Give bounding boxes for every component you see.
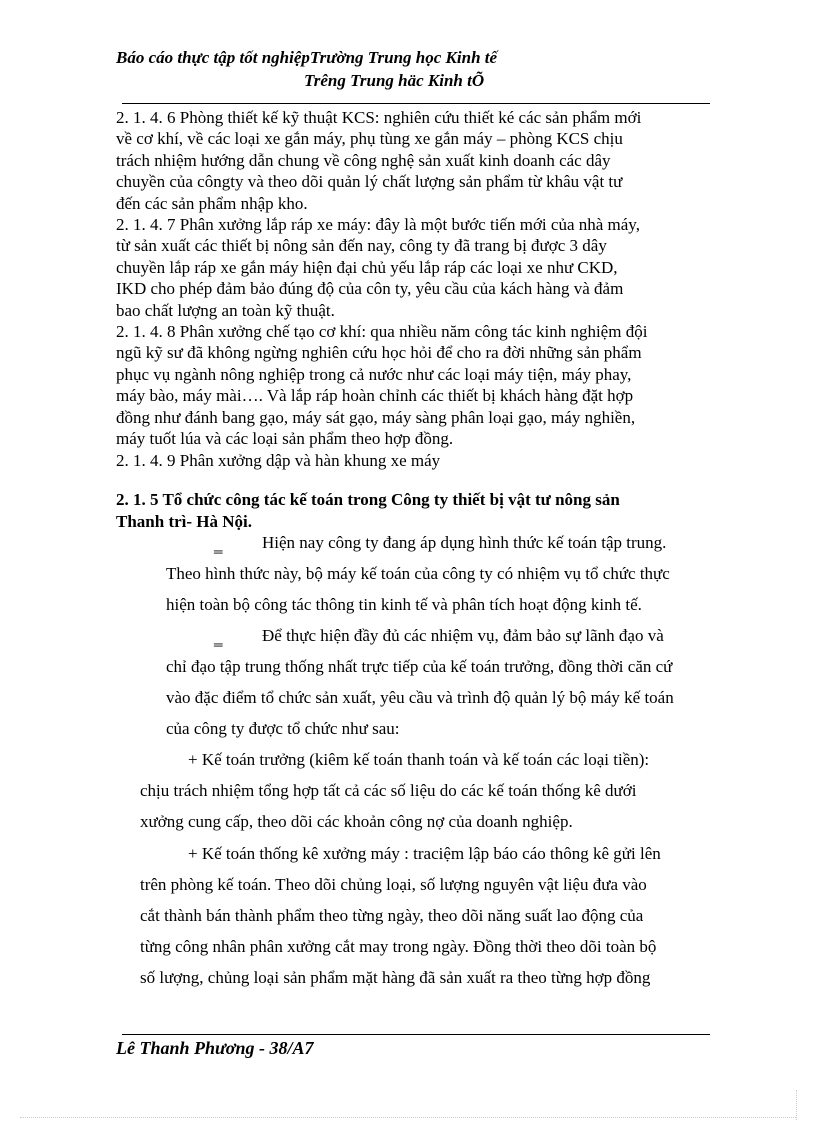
page-edge xyxy=(20,1117,796,1118)
header-title: Báo cáo thực tập tốt nghiệpTrường Trung học Kinh tế xyxy=(116,48,498,67)
text-line: 2. 1. 4. 6 Phòng thiết kế kỹ thuật KCS: nghiên cứu thiết ké các sản phẩm mới xyxy=(116,108,642,127)
paragraph-line: xưởng cung cấp, theo dõi các khoản công nợ của doanh nghiệp. xyxy=(140,812,573,831)
paragraph-line: số lượng, chủng loại sản phẩm mặt hàng đã sản xuất ra theo từng hợp đồng xyxy=(140,968,651,987)
section-heading-line: Thanh trì- Hà Nội. xyxy=(116,512,253,531)
section-heading xyxy=(116,489,716,533)
section-heading-line: 2. 1. 5 Tổ chức công tác kế toán trong Công ty thiết bị vật tư nông sản xyxy=(116,490,620,509)
paragraph-line: của công ty được tổ chức như sau: xyxy=(166,719,400,738)
paragraph-line: vào đặc điểm tổ chức sản xuất, yêu cầu và trình độ quản lý bộ máy kế toán xyxy=(166,688,674,707)
text-line: IKD cho phép đảm bảo đúng độ của côn ty, yêu cầu của kách hàng và đảm xyxy=(116,279,624,299)
bullet-dash: ‗ xyxy=(214,534,223,553)
text-line: 2. 1. 4. 8 Phân xưởng chế tạo cơ khí: qua nhiều năm công tác kinh nghiệm đội xyxy=(116,322,648,342)
text-line: phục vụ ngành nông nghiệp trong cả nước như các loại máy tiện, máy phay, xyxy=(116,364,632,384)
paragraph-line: + Kế toán trưởng (kiêm kế toán thanh toán và kế toán các loại tiền): xyxy=(188,750,650,769)
text-line: từ sản xuất các thiết bị nông sản đến nay, công ty đã trang bị được 3 dây xyxy=(116,236,607,256)
text-line: đến các sản phẩm nhập kho. xyxy=(116,193,308,213)
text-line: chuyền của côngty và theo dõi quản lý chất lượng sản phẩm từ khâu vật tư xyxy=(116,172,623,192)
text-line: về cơ khí, về các loại xe gắn máy, phụ tùng xe gắn máy – phòng KCS chịu xyxy=(116,129,623,149)
text-line: bao chất lượng an toàn kỹ thuật. xyxy=(116,300,335,320)
header-rule xyxy=(122,103,710,104)
paragraph-line: hiện toàn bộ công tác thông tin kinh tế và phân tích hoạt động kinh tế. xyxy=(166,595,642,614)
paragraph-line: + Kế toán thống kê xưởng máy : traciệm lập báo cáo thông kê gửi lên xyxy=(188,844,661,863)
paragraph-line: Theo hình thức này, bộ máy kế toán của công ty có nhiệm vụ tổ chức thực xyxy=(166,564,670,583)
header-subtitle: Trêng Trung häc Kinh tÕ xyxy=(304,71,485,90)
paragraph-line: từng công nhân phân xưởng cắt may trong ngày. Đồng thời theo dõi toàn bộ xyxy=(140,937,657,956)
section-2-1-4-text xyxy=(116,107,726,471)
footer-author: Lê Thanh Phương - 38/A7 xyxy=(116,1038,314,1058)
text-line: máy bào, máy mài…. Và lắp ráp hoàn chỉnh các thiết bị khách hàng đặt hợp xyxy=(116,386,634,406)
paragraph-line: Để thực hiện đầy đủ các nhiệm vụ, đảm bảo sự lãnh đạo và xyxy=(262,626,664,645)
bullet-dash: ‗ xyxy=(214,627,223,646)
text-line: 2. 1. 4. 7 Phân xưởng lắp ráp xe máy: đây là một bước tiến mới của nhà máy, xyxy=(116,215,640,235)
page-edge-vertical xyxy=(796,1090,797,1120)
paragraph-line: chỉ đạo tập trung thống nhất trực tiếp của kế toán trưởng, đồng thời căn cứ xyxy=(166,657,673,676)
text-line: máy tuốt lúa và các loại sản phẩm theo hợp đồng. xyxy=(116,429,454,449)
paragraph-line: trên phòng kế toán. Theo dõi chủng loại, số lượng nguyên vật liệu đưa vào xyxy=(140,875,647,894)
paragraph-line: cắt thành bán thành phẩm theo từng ngày, theo dõi năng suất lao động của xyxy=(140,906,644,925)
text-line: ngũ kỹ sư đã không ngừng nghiên cứu học hỏi để cho ra đời những sản phẩm xyxy=(116,343,642,363)
text-line: chuyền lắp ráp xe gắn máy hiện đại chủ yếu lắp ráp các loại xe như CKD, xyxy=(116,257,618,277)
paragraph-line: chịu trách nhiệm tổng hợp tất cả các số liệu do các kế toán thống kê dưới xyxy=(140,781,637,800)
text-line: trách nhiệm hướng dẫn chung về công nghệ sản xuất kinh doanh các dây xyxy=(116,150,611,170)
text-line: 2. 1. 4. 9 Phân xưởng dập và hàn khung xe máy xyxy=(116,450,441,470)
footer-rule xyxy=(122,1034,710,1035)
text-line: đồng như đánh bang gạo, máy sát gạo, máy sàng phân loại gạo, máy nghiền, xyxy=(116,407,636,427)
paragraph-line: Hiện nay công ty đang áp dụng hình thức kế toán tập trung. xyxy=(262,533,667,552)
